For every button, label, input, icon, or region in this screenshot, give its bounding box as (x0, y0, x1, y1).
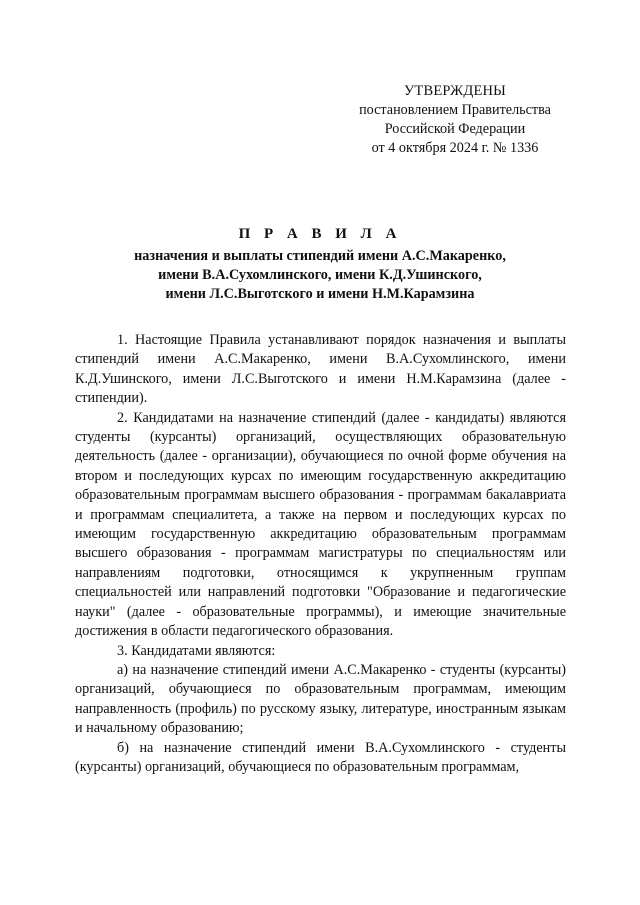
approval-line-1: постановлением Правительства (359, 102, 551, 118)
paragraph-3: 3. Кандидатами являются: (117, 642, 276, 659)
approval-line-2: Российской Федерации (384, 121, 526, 137)
subtitle-line-1: назначения и выплаты стипендий имени А.С.Макаренко, (134, 248, 506, 264)
subtitle-line-2: имени В.А.Сухомлинского, имени К.Д.Ушинского, (158, 267, 482, 283)
paragraph-3b: б) на назначение стипендий имени В.А.Сухомлинского - студенты (курсанты) организаций, обучающиеся по образовательным программам, (75, 739, 566, 775)
approval-title: УТВЕРЖДЕНЫ (403, 83, 507, 99)
document-title: П Р А В И Л А (238, 226, 402, 242)
document-body (75, 331, 566, 777)
subtitle-line-3: имени Л.С.Выготского и имени Н.М.Карамзина (165, 286, 475, 302)
approval-stamp (320, 82, 590, 158)
approval-line-3: от 4 октября 2024 г. № 1336 (371, 140, 539, 156)
paragraph-1: 1. Настоящие Правила устанавливают порядок назначения и выплаты стипендий имени А.С.Макаренко, имени В.А.Сухомлинского, имени К.Д.Ушинского, имени Л.С.Выготского и имени Н.М.Карамзина (далее - стипендии). (75, 332, 566, 407)
paragraph-2: 2. Кандидатами на назначение стипендий (далее - кандидаты) являются студенты (курсанты) организаций, осуществляющих образовательную деятельность (далее - организации), обучающиеся по очной форме обучения на втором и последующих курсах по имеющим государственную аккредитацию образовательным программам высшего образования - программам бакалавриата и программам специалитета, а также на первом и последующих курсах по имеющим государственную аккредитацию образовательным программам высшего образования - программам магистратуры по специальностям или направлениям подготовки, относящимся к укрупненным группам специальностей или направлений подготовки "Образование и педагогические науки" (далее - образовательные программы), и имеющие значительные достижения в области педагогического образования. (75, 409, 566, 640)
paragraph-3a: а) на назначение стипендий имени А.С.Макаренко - студенты (курсанты) организаций, обучающиеся по образовательным программам, имеющим направленность (профиль) по русскому языку, литературе, иностранным языкам и начальному образованию; (75, 661, 566, 737)
document-subtitle (70, 247, 570, 304)
